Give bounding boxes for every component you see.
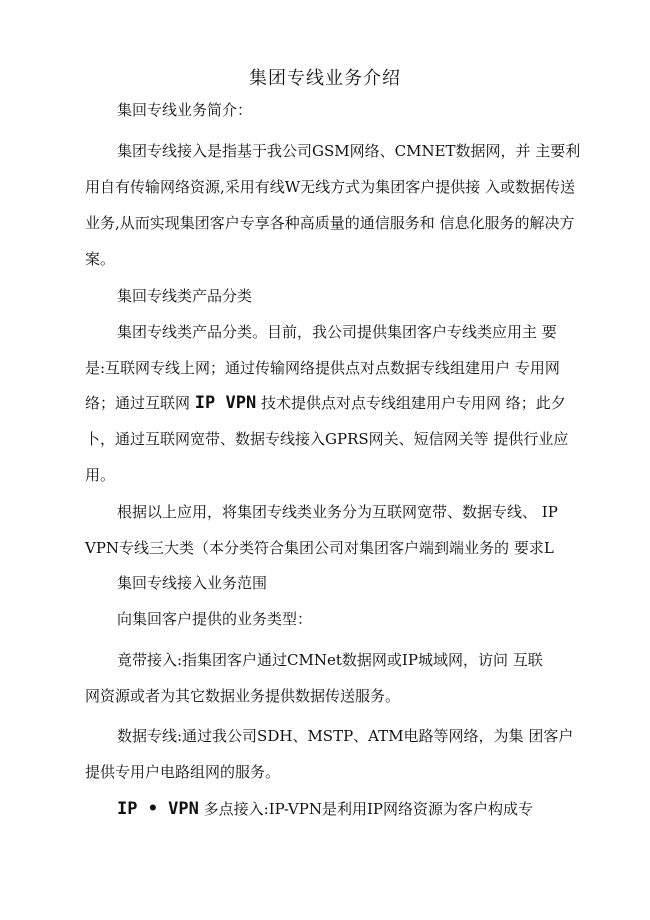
paragraph-line: 数据专线:通过我公司SDH、MSTP、ATM电路等网络，为集 团客户 [117, 727, 574, 745]
paragraph-line: VPN专线三大类（本分类符合集团公司对集团客户端到端业务的 要求L [85, 539, 554, 557]
text-span: 多点接入:IP-VPN是利用IP网络资源为客户构成专 [203, 800, 533, 818]
ip-vpn-term: IP VPN [194, 393, 257, 413]
paragraph-line: 根据以上应用，将集团专线类业务分为互联网宽带、数据专线、 IP [117, 503, 558, 521]
paragraph-line [117, 799, 533, 819]
paragraph-line: 集团专线接入是指基于我公司GSM网络、CMNET数据网，并 主要利 [117, 142, 581, 160]
paragraph-line: 竟带接入:指集团客户通过CMNet数据网或IP城域网，访问 互联 [117, 651, 543, 669]
section-heading-scope: 集回专线接入业务范围 [117, 574, 268, 592]
text-span: 技术提供点对点专线组建用户专用网 络；此夕 [261, 394, 566, 412]
text-span: 络；通过互联网 [85, 394, 191, 412]
paragraph-line: 是:互联网专线上网；通过传输网络提供点对点数据专线组建用户 专用网 [85, 359, 560, 377]
paragraph-line: 集团专线类产品分类。目前，我公司提供集团客户专线类应用主 要 [117, 323, 557, 341]
paragraph-line: 用。 [85, 466, 116, 484]
section-heading-intro: 集回专线业务简介： [117, 101, 253, 119]
paragraph-line: 卜，通过互联网宽带、数据专线接入GPRS网关、短信网关等 提供行业应 [85, 430, 569, 448]
paragraph-line [85, 393, 566, 413]
page-title: 集团专线业务介绍 [249, 68, 401, 89]
paragraph-line: 案。 [85, 250, 116, 268]
paragraph-line: 用自有传输网络资源,采用有线W无线方式为集团客户提供接 入或数据传送 [85, 178, 575, 196]
ip-vpn-lead-term: IP • VPN [117, 799, 199, 819]
section-heading-classification: 集回专线类产品分类 [117, 287, 253, 305]
paragraph-line: 向集回客户提供的业务类型： [117, 610, 313, 628]
paragraph-line: 提供专用户电路组网的服务。 [85, 763, 281, 781]
paragraph-line: 网资源或者为其它数据业务提供数据传送服务。 [85, 687, 401, 705]
paragraph-line: 业务,从而实现集团客户专享各种高质量的通信服务和 信息化服务的解决方 [85, 214, 575, 232]
